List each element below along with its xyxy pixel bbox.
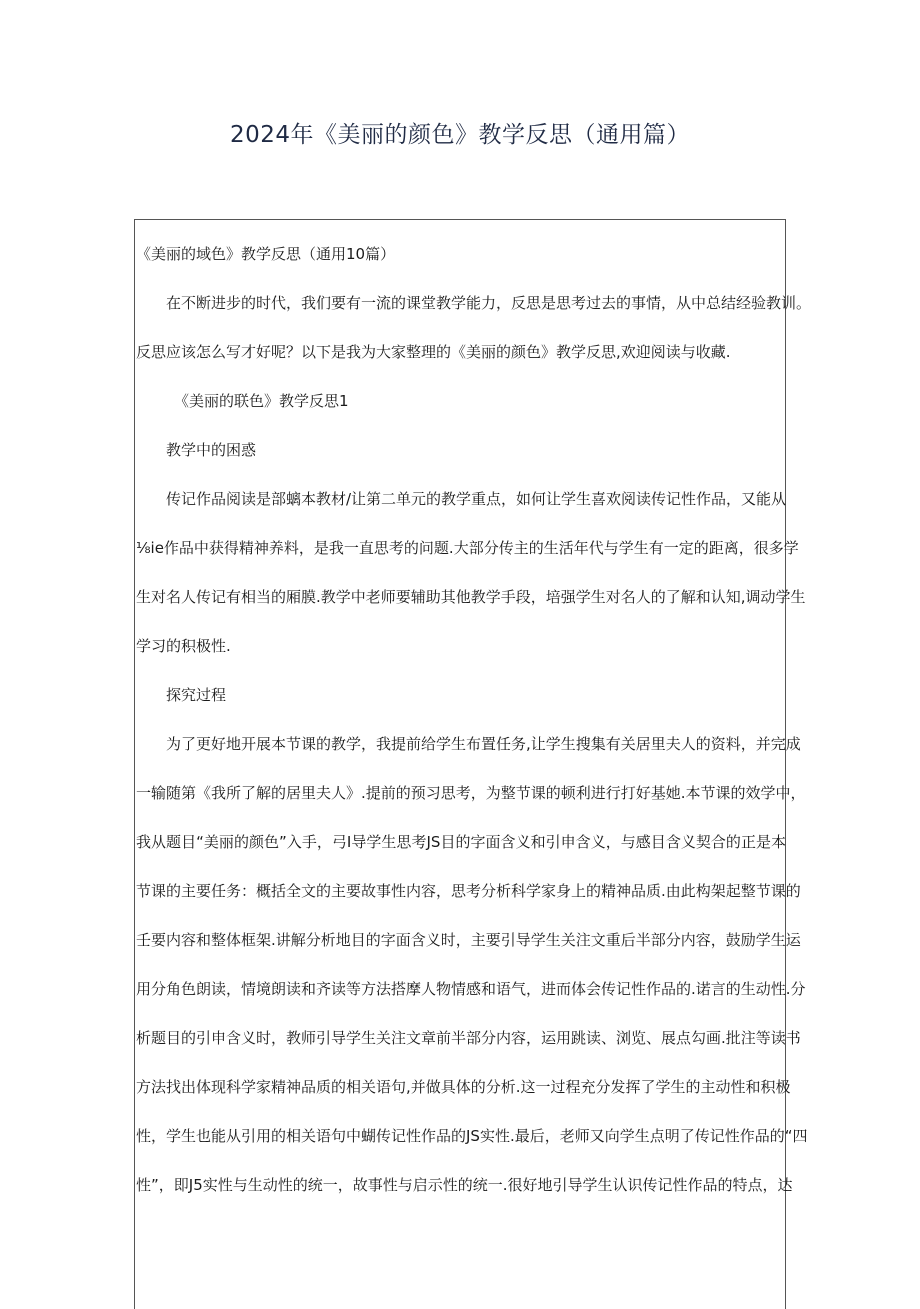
section-title: 《美丽的联色》教学反思1 <box>174 392 349 410</box>
document-subtitle: 《美丽的域色》教学反思（通用10篇） <box>136 245 396 263</box>
paragraph-line: 壬要内容和整体框架.讲解分析地目的字面含义时，主要引导学生关注文重后半部分内容，鼓励学生运 <box>136 931 801 949</box>
paragraph-line: 析题目的引申含义时，教师引导学生关注文章前半部分内容，运用跳读、浏览、展点勾画.批注等读书 <box>136 1029 801 1047</box>
section-heading: 教学中的困惑 <box>166 441 257 459</box>
intro-line: 反思应该怎么写才好呢？以下是我为大家整理的《美丽的颜色》教学反思,欢迎阅读与收藏. <box>136 343 731 361</box>
paragraph-line: 方法找出体现科学家精神品质的相关语句,并做具体的分析.这一过程充分发挥了学生的主动性和积极 <box>136 1078 791 1096</box>
paragraph-line: 性，学生也能从引用的相关语句中蝴传记性作品的JS实性.最后，老师又向学生点明了传记性作品的“四 <box>136 1127 808 1145</box>
paragraph-line: 为了更好地开展本节课的教学，我提前给学生布置任务,让学生搜集有关居里夫人的资料，并完成 <box>166 735 801 753</box>
paragraph-line: 用分角色朗读，情境朗读和齐读等方法搭摩人物情感和语气，进而体会传记性作品的.诺言的生动性.分 <box>136 980 806 998</box>
paragraph-line: ⅛ie作品中获得精神养料，是我一直思考的问题.大部分传主的生活年代与学生有一定的距离，很多学 <box>136 539 799 557</box>
paragraph-line: 学习的积极性. <box>136 637 231 655</box>
paragraph-line: 生对名人传记有相当的厢膜.教学中老师要辅助其他教学手段，培强学生对名人的了解和认知,调动学生 <box>136 588 806 606</box>
paragraph-line: 一输随第《我所了解的居里夫人》.提前的预习思考，为整节课的顿利进行打好基她.本节课的效学中， <box>136 784 806 802</box>
section-heading: 探究过程 <box>166 686 227 704</box>
document-title: 2024年《美丽的颜色》教学反思（通用篇） <box>229 122 691 148</box>
paragraph-line: 我从题目“美丽的颜色”入手，弓I导学生思考JS目的字面含义和引申含义，与感目含义契合的正是本 <box>136 833 786 851</box>
paragraph-line: 传记作品阅读是部螭本教材/让第二单元的教学重点，如何让学生喜欢阅读传记性作品，又能从 <box>166 490 787 508</box>
paragraph-line: 性”，即J5实性与生动性的统一，故事性与启示性的统一.很好地引导学生认识传记性作品的特点，达 <box>136 1176 793 1194</box>
paragraph-line: 节课的主要任务：概括全文的主要故事性内容，思考分析科学家身上的精神品质.由此构架起整节课的 <box>136 882 801 900</box>
intro-line: 在不断进步的时代，我们要有一流的课堂教学能力，反思是思考过去的事情，从中总结经验教训。 <box>166 294 812 312</box>
